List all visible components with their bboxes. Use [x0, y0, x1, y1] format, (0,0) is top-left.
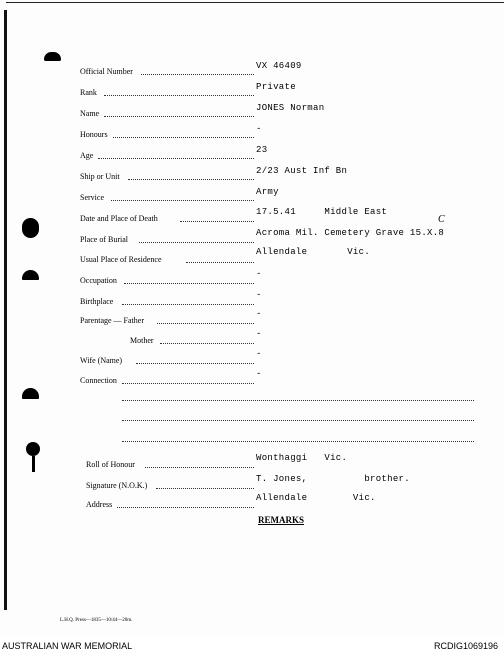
label-wife: Wife (Name) [80, 356, 123, 365]
dotted-leader [156, 488, 254, 489]
punch-hole-tail [32, 456, 35, 472]
blank-dotted-line [122, 441, 474, 442]
remarks-heading: REMARKS [258, 515, 305, 525]
dotted-leader [117, 507, 254, 508]
page-left-edge [4, 10, 7, 610]
value-date-place-of-death: 17.5.41 Middle East [256, 207, 388, 217]
value-birthplace: - [256, 290, 262, 300]
dotted-leader [104, 95, 254, 96]
label-roll-of-honour: Roll of Honour [86, 460, 135, 469]
dotted-leader [186, 262, 254, 263]
punch-hole [22, 388, 39, 399]
value-address: Allendale Vic. [256, 493, 376, 503]
dotted-leader [111, 200, 254, 201]
label-place-of-burial: Place of Burial [80, 235, 128, 244]
dotted-leader [122, 304, 254, 305]
value-wife: - [256, 349, 262, 359]
label-mother: Mother [130, 336, 154, 345]
label-ship-or-unit: Ship or Unit [80, 172, 120, 181]
blank-dotted-line [122, 400, 474, 401]
label-honours: Honours [80, 130, 108, 139]
value-place-of-burial: Acroma Mil. Cemetery Grave 15.X.8 [256, 228, 445, 238]
punch-hole [22, 270, 39, 280]
label-occupation: Occupation [80, 276, 117, 285]
punch-hole [44, 52, 61, 61]
dotted-leader [122, 383, 254, 384]
label-father: Parentage — Father [80, 316, 144, 325]
dotted-leader [104, 116, 254, 117]
value-mother: - [256, 329, 262, 339]
value-roll-of-honour: Wonthaggi Vic. [256, 453, 348, 463]
value-signature-nok: T. Jones, brother. [256, 474, 410, 484]
value-service: Army [256, 187, 279, 197]
printer-imprint: L.H.Q. Press—1835—10/44—20m. [60, 618, 133, 623]
value-rank: Private [256, 82, 296, 92]
dotted-leader [145, 467, 254, 468]
page-top-edge [6, 2, 504, 3]
label-usual-residence: Usual Place of Residence [80, 255, 162, 264]
record-id: RCDIG1069196 [433, 641, 498, 651]
label-service: Service [80, 193, 104, 202]
handwritten-correction: C [438, 214, 445, 225]
dotted-leader [128, 179, 254, 180]
label-age: Age [80, 151, 94, 160]
label-name: Name [80, 109, 100, 118]
value-father: - [256, 309, 262, 319]
punch-hole [26, 442, 40, 456]
dotted-leader [160, 343, 254, 344]
dotted-leader [136, 363, 254, 364]
value-name: JONES Norman [256, 103, 325, 113]
label-address: Address [86, 500, 113, 509]
blank-dotted-line [122, 420, 474, 421]
dotted-leader [180, 221, 254, 222]
dotted-leader [157, 323, 254, 324]
label-rank: Rank [80, 88, 97, 97]
dotted-leader [113, 137, 254, 138]
punch-hole [22, 218, 39, 238]
value-occupation: - [256, 269, 262, 279]
value-ship-or-unit: 2/23 Aust Inf Bn [256, 166, 348, 176]
dotted-leader [141, 74, 254, 75]
label-official-number: Official Number [80, 67, 133, 76]
value-age: 23 [256, 145, 268, 155]
dotted-leader [98, 158, 254, 159]
dotted-leader [124, 283, 254, 284]
value-official-number: VX 46409 [256, 61, 302, 71]
archive-name: AUSTRALIAN WAR MEMORIAL [2, 641, 133, 651]
label-birthplace: Birthplace [80, 297, 114, 306]
value-connection: - [256, 369, 262, 379]
dotted-leader [139, 242, 254, 243]
label-signature-nok: Signature (N.O.K.) [86, 481, 148, 490]
value-honours: - [256, 124, 262, 134]
label-date-place-of-death: Date and Place of Death [80, 214, 158, 223]
value-usual-residence: Allendale Vic. [256, 247, 371, 257]
label-connection: Connection [80, 376, 117, 385]
